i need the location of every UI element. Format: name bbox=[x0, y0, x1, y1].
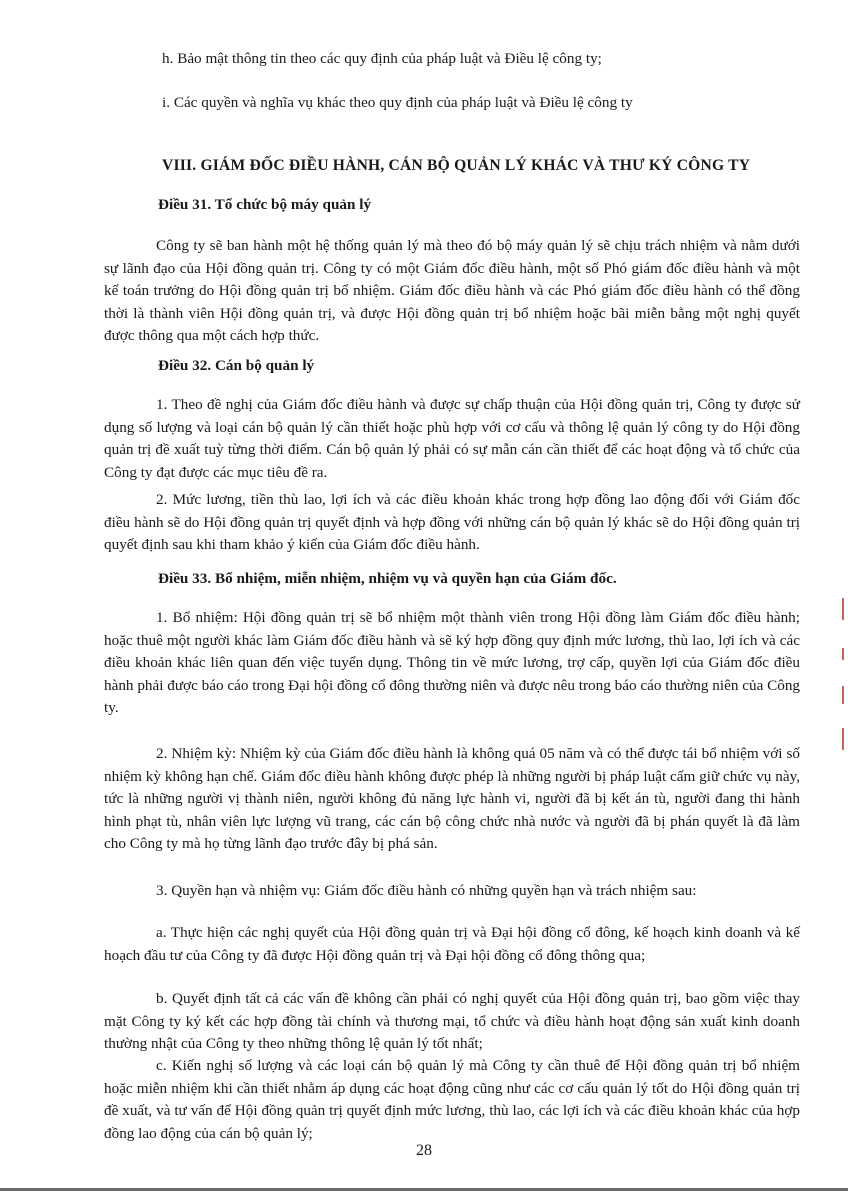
article-33-paragraph-3: 3. Quyền hạn và nhiệm vụ: Giám đốc điều hành có những quyền hạn và trách nhiệm sau: bbox=[156, 882, 697, 899]
section-title: VIII. GIÁM ĐỐC ĐIỀU HÀNH, CÁN BỘ QUẢN LÝ KHÁC VÀ THƯ KÝ CÔNG TY bbox=[162, 157, 751, 174]
article-33-item-a: a. Thực hiện các nghị quyết của Hội đồng quản trị và Đại hội đồng cổ đông, kế hoạch kinh doanh và kế hoạch đầu tư của Công ty đã được Hội đồng quản trị và Đại hội đồng cổ đông thông qua; bbox=[104, 924, 800, 964]
margin-ink-mark bbox=[842, 728, 844, 750]
article-33-paragraph-2: 2. Nhiệm kỳ: Nhiệm kỳ của Giám đốc điều hành là không quá 05 năm và có thể được tái bổ nhiệm với số nhiệm kỳ không hạn chế. Giám đốc điều hành không được phép là những người bị pháp luật cấm giữ chức vụ này, tức là những người vị thành niên, người không đủ năng lực hành vi, người đã bị kết án tù, người đang thi hành hình phạt tù, nhân viên lực lượng vũ trang, các cán bộ công chức nhà nước và người đã bị phán quyết là đã làm cho Công ty mà họ từng lãnh đạo trước đây bị phá sản. bbox=[104, 745, 800, 852]
article-31-paragraph: Công ty sẽ ban hành một hệ thống quản lý mà theo đó bộ máy quản lý sẽ chịu trách nhiệm và nằm dưới sự lãnh đạo của Hội đồng quản trị. Công ty có một Giám đốc điều hành, một số Phó giám đốc điều hành và một kế toán trưởng do Hội đồng quản trị bổ nhiệm. Giám đốc điều hành và các Phó giám đốc điều hành có thể đồng thời là thành viên Hội đồng quản trị, và được Hội đồng quản trị bổ nhiệm hoặc bãi miễn bằng một nghị quyết được thông qua một cách hợp thức. bbox=[104, 237, 800, 344]
article-33-title: Điều 33. Bổ nhiệm, miễn nhiệm, nhiệm vụ và quyền hạn của Giám đốc. bbox=[158, 570, 617, 587]
article-33-item-b: b. Quyết định tất cả các vấn đề không cần phải có nghị quyết của Hội đồng quản trị, bao gồm việc thay mặt Công ty ký kết các hợp đồng tài chính và thương mại, tổ chức và điều hành hoạt động sản xuất kinh doanh thường nhật của Công ty theo những thông lệ quản lý tốt nhất; bbox=[104, 990, 800, 1052]
article-33-item-c: c. Kiến nghị số lượng và các loại cán bộ quản lý mà Công ty cần thuê để Hội đồng quản trị bổ nhiệm hoặc miễn nhiệm khi cần thiết nhằm áp dụng các hoạt động cũng như các cơ cấu quản lý tốt do Hội đồng quản trị đề xuất, và tư vấn để Hội đồng quản trị quyết định mức lương, thù lao, các lợi ích và các điều khoản khác của hợp đồng lao động của cán bộ quản lý; bbox=[104, 1057, 800, 1142]
margin-ink-mark bbox=[842, 648, 844, 660]
list-item-h: h. Bảo mật thông tin theo các quy định của pháp luật và Điều lệ công ty; bbox=[162, 50, 602, 67]
scan-edge-line bbox=[0, 1188, 848, 1191]
article-31-title: Điều 31. Tổ chức bộ máy quản lý bbox=[158, 196, 372, 213]
article-32-title: Điều 32. Cán bộ quản lý bbox=[158, 357, 315, 374]
page-number: 28 bbox=[416, 1142, 432, 1159]
margin-ink-mark bbox=[842, 598, 844, 620]
article-33-paragraph-1: 1. Bổ nhiệm: Hội đồng quản trị sẽ bổ nhiệm một thành viên trong Hội đồng làm Giám đốc điều hành; hoặc thuê một người khác làm Giám đốc điều hành và sẽ ký hợp đồng quy định mức lương, thù lao, lợi ích và các điều khoản khác liên quan đến việc tuyển dụng. Thông tin về mức lương, trợ cấp, quyền lợi của Giám đốc điều hành phải được báo cáo trong Đại hội đồng cổ đông thường niên và được nêu trong báo cáo thường niên của Công ty. bbox=[104, 609, 801, 716]
list-item-i: i. Các quyền và nghĩa vụ khác theo quy định của pháp luật và Điều lệ công ty bbox=[162, 94, 633, 111]
article-32-paragraph-1: 1. Theo đề nghị của Giám đốc điều hành và được sự chấp thuận của Hội đồng quản trị, Công ty được sử dụng số lượng và loại cán bộ quản lý cần thiết hoặc phù hợp với cơ cấu và thông lệ quản lý công ty do Hội đồng quản trị đề xuất tuỳ từng thời điểm. Cán bộ quản lý phải có sự mẫn cán cần thiết để các hoạt động và tổ chức của Công ty đạt được các mục tiêu đề ra. bbox=[104, 396, 800, 481]
margin-ink-mark bbox=[842, 686, 844, 704]
article-32-paragraph-2: 2. Mức lương, tiền thù lao, lợi ích và các điều khoản khác trong hợp đồng lao động đối với Giám đốc điều hành sẽ do Hội đồng quản trị quyết định và hợp đồng với những cán bộ quản lý khác sẽ do Hội đồng quản trị quyết định sau khi tham khảo ý kiến của Giám đốc điều hành. bbox=[104, 491, 800, 553]
